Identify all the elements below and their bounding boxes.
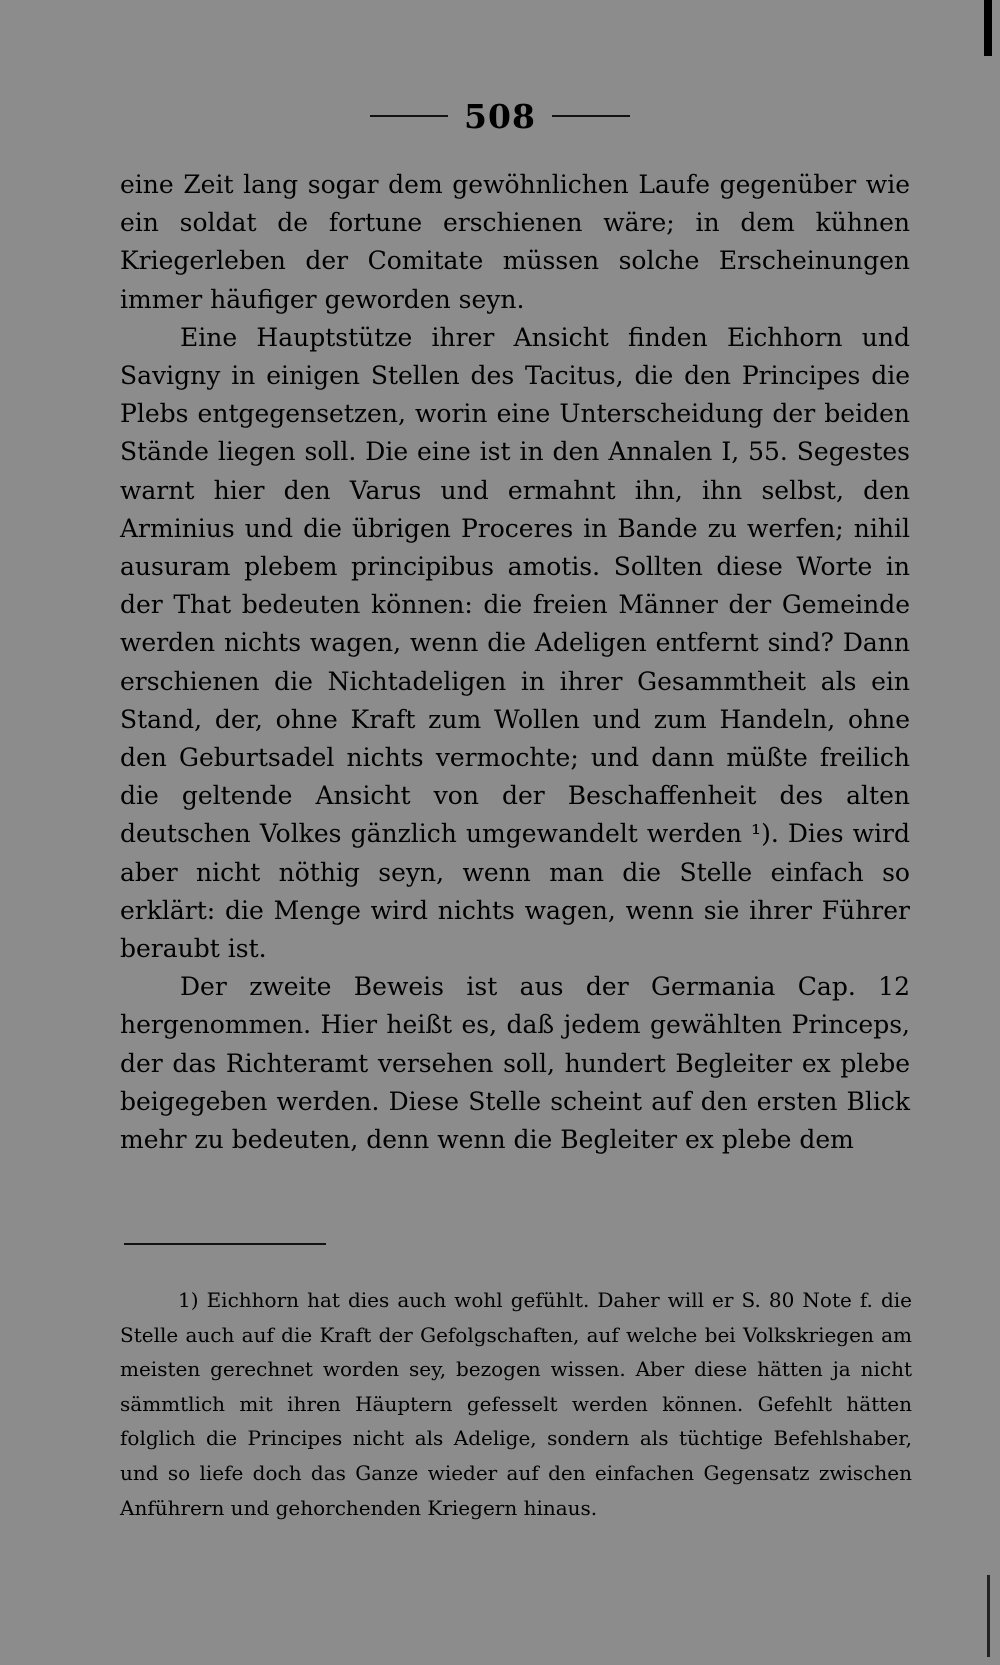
scan-edge-mark (987, 1575, 990, 1657)
page-number: 508 (464, 96, 536, 136)
paragraph: Eine Hauptstütze ihrer Ansicht finden Eichhorn und Savigny in einigen Stellen des Tacitus, die den Principes die Plebs entgegensetzen, worin eine Unterscheidung der beiden Stände liegen soll. Die eine ist in den Annalen I, 55. Segestes warnt hier den Varus und ermahnt ihn, ihn selbst, den Arminius und die übrigen Proceres in Bande zu werfen; nihil ausuram plebem principibus amotis. Sollten diese Worte in der That bedeuten können: die freien Männer der Gemeinde werden nichts wagen, wenn die Adeligen entfernt sind? Dann erschienen die Nichtadeligen in ihrer Gesammtheit als ein Stand, der, ohne Kraft zum Wollen und zum Handeln, ohne den Geburtsadel nichts vermochte; und dann müßte freilich die geltende Ansicht von der Beschaffenheit des alten deutschen Volkes gänzlich umgewandelt werden ¹). Dies wird aber nicht nöthig seyn, wenn man die Stelle einfach so erklärt: die Menge wird nichts wagen, wenn sie ihrer Führer beraubt ist. (120, 322, 910, 964)
body-text (120, 166, 910, 1159)
paragraph: eine Zeit lang sogar dem gewöhnlichen Laufe gegenüber wie ein soldat de fortune erschienen wäre; in dem kühnen Kriegerleben der Comitate müssen solche Erscheinungen immer häufiger geworden seyn. (120, 170, 910, 314)
footnote-separator (124, 1243, 326, 1245)
paragraph: Der zweite Beweis ist aus der Germania Cap. 12 hergenommen. Hier heißt es, daß jedem gewählten Princeps, der das Richteramt versehen soll, hundert Begleiter ex plebe beigegeben werden. Diese Stelle scheint auf den ersten Blick mehr zu bedeuten, denn wenn die Begleiter ex plebe dem (120, 972, 910, 1155)
footnote: 1) Eichhorn hat dies auch wohl gefühlt. Daher will er S. 80 Note f. die Stelle auch auf die Kraft der Gefolgschaften, auf welche bei Volkskriegen am meisten gerechnet worden sey, bezogen wissen. Aber diese hätten ja nicht sämmtlich mit ihren Häuptern gefesselt werden können. Gefehlt hätten folglich die Principes nicht als Adelige, sondern als tüchtige Befehlshaber, und so liefe doch das Ganze wieder auf den einfachen Gegensatz zwischen Anführern und gehorchenden Kriegern hinaus. (120, 1288, 912, 1520)
header-rule-left (370, 115, 448, 117)
page-header (0, 88, 1000, 144)
header-rule-right (552, 115, 630, 117)
scan-edge-mark (984, 0, 992, 56)
